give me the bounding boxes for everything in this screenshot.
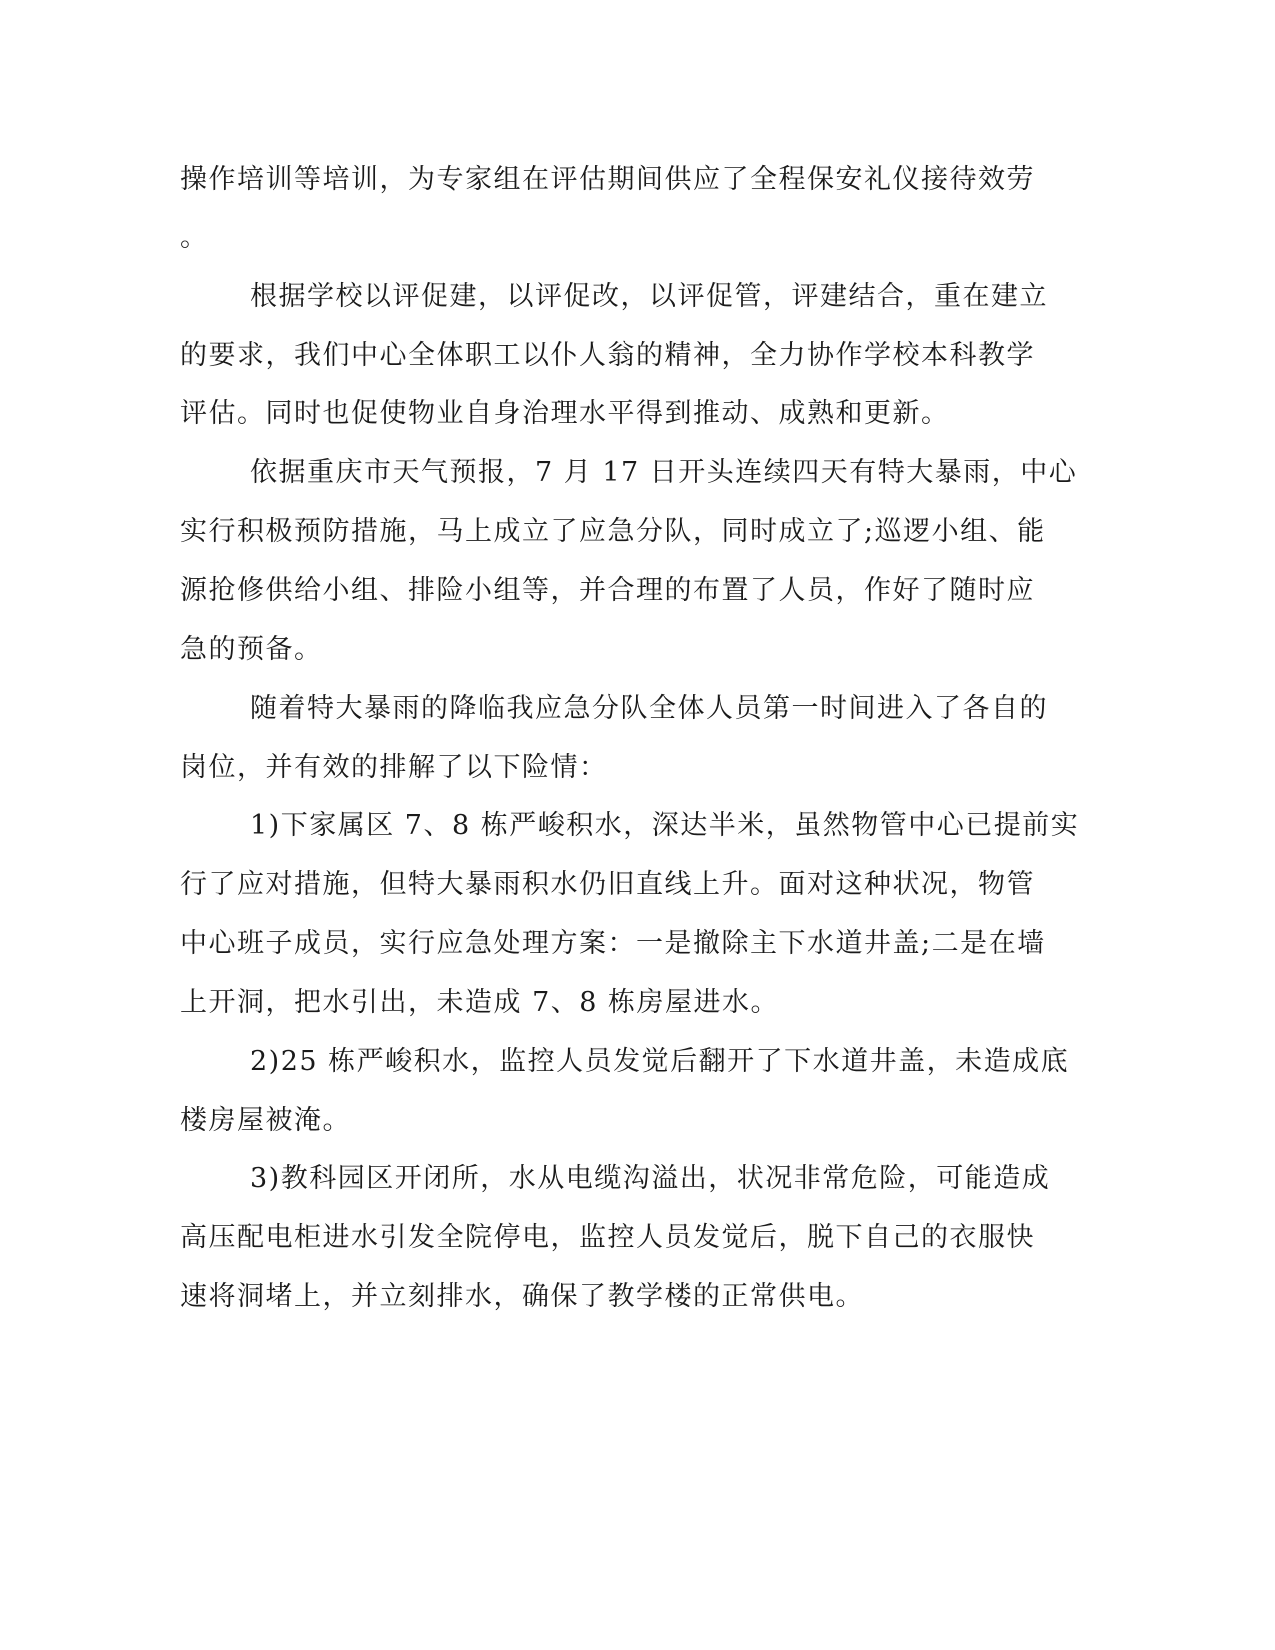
text-line: 源抢修供给小组、排险小组等，并合理的布置了人员，作好了随时应 (180, 575, 1035, 606)
paragraph-first-line: 根据学校以评促建，以评促改，以评促管，评建结合，重在建立 (250, 281, 1048, 312)
text-line: 的要求，我们中心全体职工以仆人翁的精神，全力协作学校本科教学 (180, 340, 1035, 371)
paragraph-first-line: 3)教科园区开闭所，水从电缆沟溢出，状况非常危险，可能造成 (250, 1163, 1051, 1194)
text-line: 上开洞，把水引出，未造成 7、8 栋房屋进水。 (180, 987, 780, 1018)
text-line: 评估。同时也促使物业自身治理水平得到推动、成熟和更新。 (180, 398, 950, 429)
paragraph-first-line: 2)25 栋严峻积水，监控人员发觉后翻开了下水道井盖，未造成底 (250, 1046, 1070, 1077)
text-line: 实行积极预防措施，马上成立了应急分队，同时成立了;巡逻小组、能 (180, 516, 1046, 547)
paragraph-first-line: 1)下家属区 7、8 栋严峻积水，深达半米，虽然物管中心已提前实 (250, 810, 1080, 841)
text-line: 岗位，并有效的排解了以下险情： (180, 752, 608, 783)
paragraph-first-line: 随着特大暴雨的降临我应急分队全体人员第一时间进入了各自的 (250, 693, 1048, 724)
text-line: 速将洞堵上，并立刻排水，确保了教学楼的正常供电。 (180, 1281, 864, 1312)
text-line: 。 (180, 222, 209, 253)
text-line: 操作培训等培训，为专家组在评估期间供应了全程保安礼仪接待效劳 (180, 164, 1035, 195)
paragraph-first-line: 依据重庆市天气预报，7 月 17 日开头连续四天有特大暴雨，中心 (250, 457, 1078, 488)
text-line: 急的预备。 (180, 634, 323, 665)
text-line: 中心班子成员，实行应急处理方案：一是撤除主下水道井盖;二是在墙 (180, 928, 1046, 959)
text-line: 高压配电柜进水引发全院停电，监控人员发觉后，脱下自己的衣服快 (180, 1222, 1035, 1253)
text-line: 行了应对措施，但特大暴雨积水仍旧直线上升。面对这种状况，物管 (180, 869, 1035, 900)
text-line: 楼房屋被淹。 (180, 1105, 351, 1136)
